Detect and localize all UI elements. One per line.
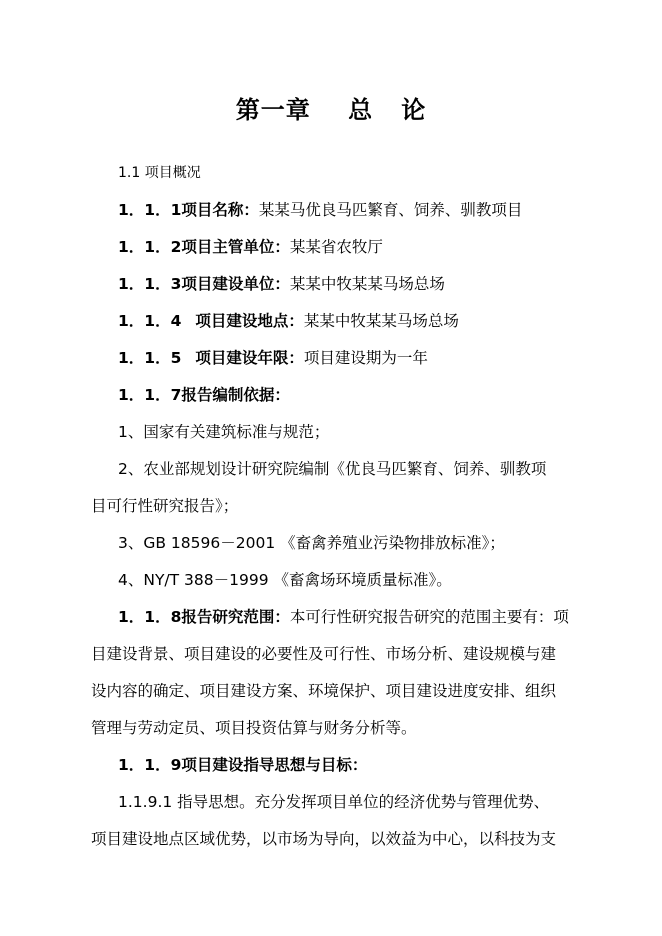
item-value: 某某中牧某某马场总场	[303, 312, 459, 330]
item-number: 1．1．1	[118, 201, 182, 219]
basis-item-4: 4、NY/T 388－1999 《畜禽场环境质量标准》。	[118, 571, 452, 589]
basis-item-2-line-1: 2、农业部规划设计研究院编制《优良马匹繁育、饲养、驯教项	[118, 460, 547, 478]
basis-item-2-line-2: 目可行性研究报告》；	[91, 497, 239, 515]
item-guiding-heading	[118, 758, 367, 774]
item-label: 项目建设地点：	[195, 312, 304, 330]
item-label: 报告研究范围：	[181, 608, 290, 626]
item-number: 1．1．3	[118, 275, 182, 293]
item-label: 项目主管单位：	[181, 238, 290, 256]
item-duration	[118, 351, 428, 367]
item-value: 项目建设期为一年	[303, 349, 428, 367]
item-number: 1．1．8	[118, 608, 182, 626]
item-value: 本可行性研究报告研究的范围主要有：项	[289, 608, 569, 626]
item-value: 某某马优良马匹繁育、饲养、驯教项目	[258, 201, 523, 219]
item-number: 1．1．5	[118, 349, 182, 367]
item-number: 1．1．4	[118, 312, 182, 330]
item-value: 某某省农牧厅	[289, 238, 383, 256]
item-authority	[118, 240, 383, 256]
item-label: 项目建设指导思想与目标：	[181, 756, 368, 774]
item-builder	[118, 277, 445, 293]
item-number: 1．1．9	[118, 756, 182, 774]
item-project-name	[118, 203, 522, 219]
guiding-line-1: 1.1.9.1 指导思想。充分发挥项目单位的经济优势与管理优势、	[118, 793, 550, 811]
basis-item-1: 1、国家有关建筑标准与规范；	[118, 423, 330, 441]
item-value: 某某中牧某某马场总场	[289, 275, 445, 293]
scope-line-3: 设内容的确定、项目建设方案、环境保护、项目建设进度安排、组织	[91, 682, 557, 700]
scope-line-2: 目建设背景、项目建设的必要性及可行性、市场分析、建设规模与建	[91, 645, 557, 663]
item-number: 1．1．7	[118, 386, 182, 404]
item-label: 项目建设年限：	[195, 349, 304, 367]
item-label: 项目名称：	[181, 201, 259, 219]
scope-line-4: 管理与劳动定员、项目投资估算与财务分析等。	[91, 719, 417, 737]
basis-item-3: 3、GB 18596－2001 《畜禽养殖业污染物排放标准》；	[118, 534, 505, 552]
item-scope	[118, 610, 569, 626]
item-label: 项目建设单位：	[181, 275, 290, 293]
item-label: 报告编制依据：	[181, 386, 290, 404]
chapter-title: 第一章 总 论	[235, 96, 427, 124]
guiding-line-2: 项目建设地点区域优势，以市场为导向，以效益为中心，以科技为支	[91, 830, 557, 848]
item-location	[118, 314, 459, 330]
item-basis-heading	[118, 388, 290, 404]
section-1-1-heading: 1.1 项目概况	[118, 165, 201, 181]
item-number: 1．1．2	[118, 238, 182, 256]
